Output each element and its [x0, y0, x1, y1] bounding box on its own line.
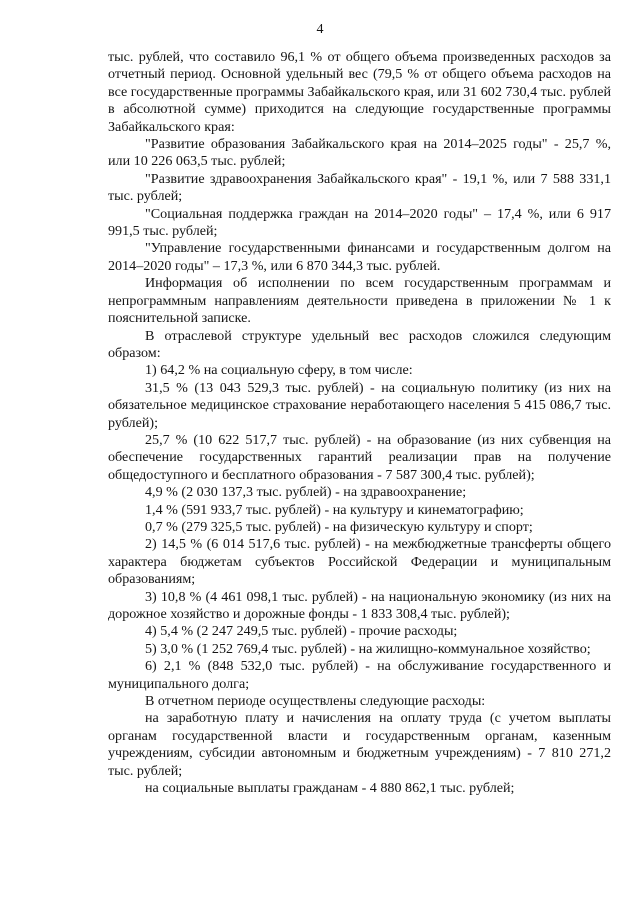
paragraph: 5) 3,0 % (1 252 769,4 тыс. рублей) - на жилищно-коммунальное хозяйство; — [145, 640, 591, 657]
paragraph: 1) 64,2 % на социальную сферу, в том числе: — [145, 362, 413, 379]
paragraph: "Развитие здравоохранения Забайкальского края" - 19,1 %, или 7 588 331,1 тыс. рублей; — [108, 170, 611, 205]
paragraph: Информация об исполнении по всем государственным программам и непрограммным направлениям деятельности приведена в приложении № 1 к пояснительной записке. — [108, 275, 611, 327]
paragraph: 1,4 % (591 933,7 тыс. рублей) - на культуру и кинематографию; — [145, 501, 524, 518]
paragraph: "Социальная поддержка граждан на 2014–2020 годы" – 17,4 %, или 6 917 991,5 тыс. рублей; — [108, 205, 611, 240]
paragraph: В отчетном периоде осуществлены следующие расходы: — [145, 693, 486, 710]
paragraph: "Развитие образования Забайкальского края на 2014–2025 годы" - 25,7 %, или 10 226 063,5 тыс. рублей; — [108, 136, 611, 170]
paragraph: на социальные выплаты гражданам - 4 880 862,1 тыс. рублей; — [145, 780, 515, 797]
paragraph: 31,5 % (13 043 529,3 тыс. рублей) - на социальную политику (из них на обязательное медицинское страхование неработающего населения 5 415 086,7 тыс. рублей); — [108, 379, 611, 431]
page-number: 4 — [316, 22, 324, 37]
paragraph: 0,7 % (279 325,5 тыс. рублей) - на физическую культуру и спорт; — [145, 518, 533, 535]
paragraph: 2) 14,5 % (6 014 517,6 тыс. рублей) - на межбюджетные трансферты общего характера бюджетам субъектов Российской Федерации и муниципальным образованиям; — [108, 536, 611, 588]
paragraph: "Управление государственными финансами и государственным долгом на 2014–2020 годы" – 17,3 %, или 6 870 344,3 тыс. рублей. — [108, 240, 611, 274]
paragraph: 25,7 % (10 622 517,7 тыс. рублей) - на образование (из них субвенция на обеспечение государственных гарантий реализации прав на получение общедоступного и бесплатного образования - 7 587 300,4 тыс. рублей); — [108, 431, 611, 483]
paragraph: 6) 2,1 % (848 532,0 тыс. рублей) - на обслуживание государственного и муниципального долга; — [108, 658, 611, 692]
paragraph: 4,9 % (2 030 137,3 тыс. рублей) - на здравоохранение; — [145, 484, 467, 501]
paragraph: 4) 5,4 % (2 247 249,5 тыс. рублей) - прочие расходы; — [145, 623, 458, 640]
paragraph: на заработную плату и начисления на оплату труда (с учетом выплаты органам государственной власти и государственным органам, казенным учреждениям, субсидии автономным и бюджетным учреждениям) - 7 810 271,2 тыс. рублей; — [108, 710, 611, 779]
paragraph: В отраслевой структуре удельный вес расходов сложился следующим образом: — [108, 327, 611, 361]
paragraph: 3) 10,8 % (4 461 098,1 тыс. рублей) - на национальную экономику (из них на дорожное хозяйство и дорожные фонды - 1 833 308,4 тыс. рублей); — [108, 588, 611, 622]
paragraph: тыс. рублей, что составило 96,1 % от общего объема произведенных расходов за отчетный период. Основной удельный вес (79,5 % от общего объема расходов на все государственные программы Забайкальского края, или 31 602 730,4 тыс. рублей в абсолютной сумме) приходится на следующие государственные программы Забайкальского края: — [108, 49, 611, 135]
document-body — [108, 49, 611, 797]
